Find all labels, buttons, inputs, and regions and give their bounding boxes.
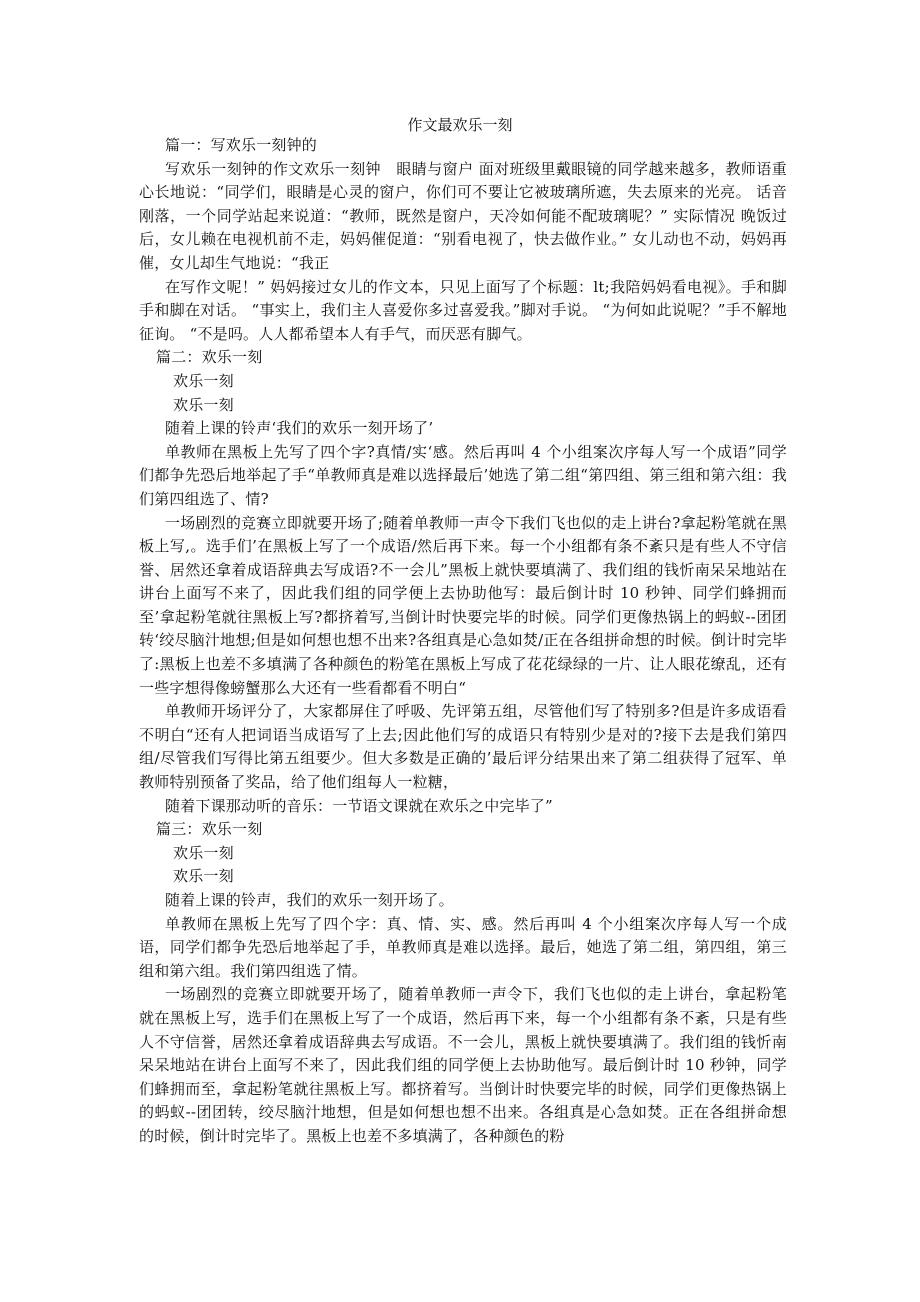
paragraph: 写欢乐一刻钟的作文欢乐一刻钟 眼睛与窗户 面对班级里戴眼镜的同学越来越多，教师语重心长地说：“同学们，眼睛是心灵的窗户，你们可不要让它被玻璃所遮，失去原来的光亮。 话音刚落，一个同学站起来说道：“教师，既然是窗户，天冷如何能不配玻璃呢？” 实际情况 晚饭过后，女儿赖在电视机前不走，妈妈催促道：“别看电视了，快去做作业。” 女儿动也不动，妈妈再催，女儿却生气地说：“我正 xyxy=(139,159,787,272)
paragraph: 欢乐一刻 xyxy=(173,371,234,390)
paragraph: 一场剧烈的竞赛立即就要开场了;随着单教师一声令下我们飞也似的走上讲台?拿起粉笔就在黑板上写,。选手们’在黑板上写了一个成语/然后再下来。每一个小组都有条不紊只是有些人不守信誉、居然还拿着成语辞典去写成语?不一会儿”黑板上就快要填满了、我们组的钱忻南呆呆地站在讲台上面写不来了，因此我们组的同学便上去协助他写：最后倒计时 10 秒钟、同学们蜂拥而至’拿起粉笔就往黑板上写?都挤着写,当倒计时快要完毕的时候。同学们更像热锅上的蚂蚁--团团转‘绞尽脑汁地想;但是如何想也想不出来?各组真是心急如焚/正在各组拼命想的时候。倒计时完毕了:黑板上也差不多填满了各种颜色的粉笔在黑板上写成了花花绿绿的一片、让人眼花缭乱，还有一些字想得像螃蟹那么大还有一些看都看不明白“ xyxy=(139,513,787,697)
paragraph: 在写作文呢！” 妈妈接过女儿的作文本，只见上面写了个标题：lt;我陪妈妈看电视》。手和脚 手和脚在对话。 “事实上，我们主人喜爱你多过喜爱我。”脚对手说。 “为何如此说呢？”手不解地征询。 “不是吗。人人都希望本人有手气，而厌恶有脚气。 xyxy=(139,277,787,343)
paragraph: 篇三：欢乐一刻 xyxy=(156,820,263,839)
paragraph: 单教师在黑板上先写了四个字：真、情、实、感。然后再叫 4 个小组案次序每人写一个成语，同学们都争先恐后地举起了手，单教师真是难以选择。最后，她选了第二组，第四组，第三组和第六组。我们第四组选了情。 xyxy=(139,914,787,980)
paragraph: 欢乐一刻 xyxy=(173,395,234,414)
paragraph: 欢乐一刻 xyxy=(173,843,234,862)
paragraph: 单教师在黑板上先写了四个字?真情/实‘感。然后再叫 4 个小组案次序每人写一个成语”同学们都争先恐后地举起了手“单教师真是难以选择最后’她选了第二组“第四组、第三组和第六组：我们第四组选了、情? xyxy=(139,442,787,508)
document-title: 作文最欢乐一刻 xyxy=(407,116,513,134)
paragraph: 随着下课那动听的音乐：一节语文课就在欢乐之中完毕了” xyxy=(165,796,553,815)
paragraph: 篇二：欢乐一刻 xyxy=(156,348,263,367)
paragraph: 随着上课的铃声，我们的欢乐一刻开场了。 xyxy=(165,891,454,909)
paragraph: 随着上课的铃声‘我们的欢乐一刻开场了’ xyxy=(165,419,434,438)
paragraph: 欢乐一刻 xyxy=(173,867,234,886)
document-body xyxy=(139,134,787,1149)
paragraph: 一场剧烈的竞赛立即就要开场了，随着单教师一声令下，我们飞也似的走上讲台，拿起粉笔就在黑板上写，选手们在黑板上写了一个成语，然后再下来，每一个小组都有条不紊，只是有些人不守信誉，居然还拿着成语辞典去写成语。不一会儿，黑板上就快要填满了。我们组的钱忻南呆呆地站在讲台上面写不来了，因此我们组的同学便上去协助他写。最后倒计时 10 秒钟，同学们蜂拥而至，拿起粉笔就往黑板上写。都挤着写。当倒计时快要完毕的时候，同学们更像热锅上的蚂蚁--团团转，绞尽脑汁地想，但是如何想也想不出来。各组真是心急如焚。正在各组拼命想的时候，倒计时完毕了。黑板上也差不多填满了，各种颜色的粉 xyxy=(139,985,787,1145)
paragraph: 篇一：写欢乐一刻钟的 xyxy=(165,136,318,154)
paragraph: 单教师开场评分了，大家都屏住了呼吸、先评第五组，尽管他们写了特别多?但是许多成语看不明白“还有人把词语当成语写了上去;因此他们写的成语只有特别少是对的?接下去是我们第四组/尽管我们写得比第五组要少。但大多数是正确的’最后评分结果出来了第二组获得了冠军、单教师特别预备了奖品，给了他们组每人一粒糖， xyxy=(139,702,787,792)
